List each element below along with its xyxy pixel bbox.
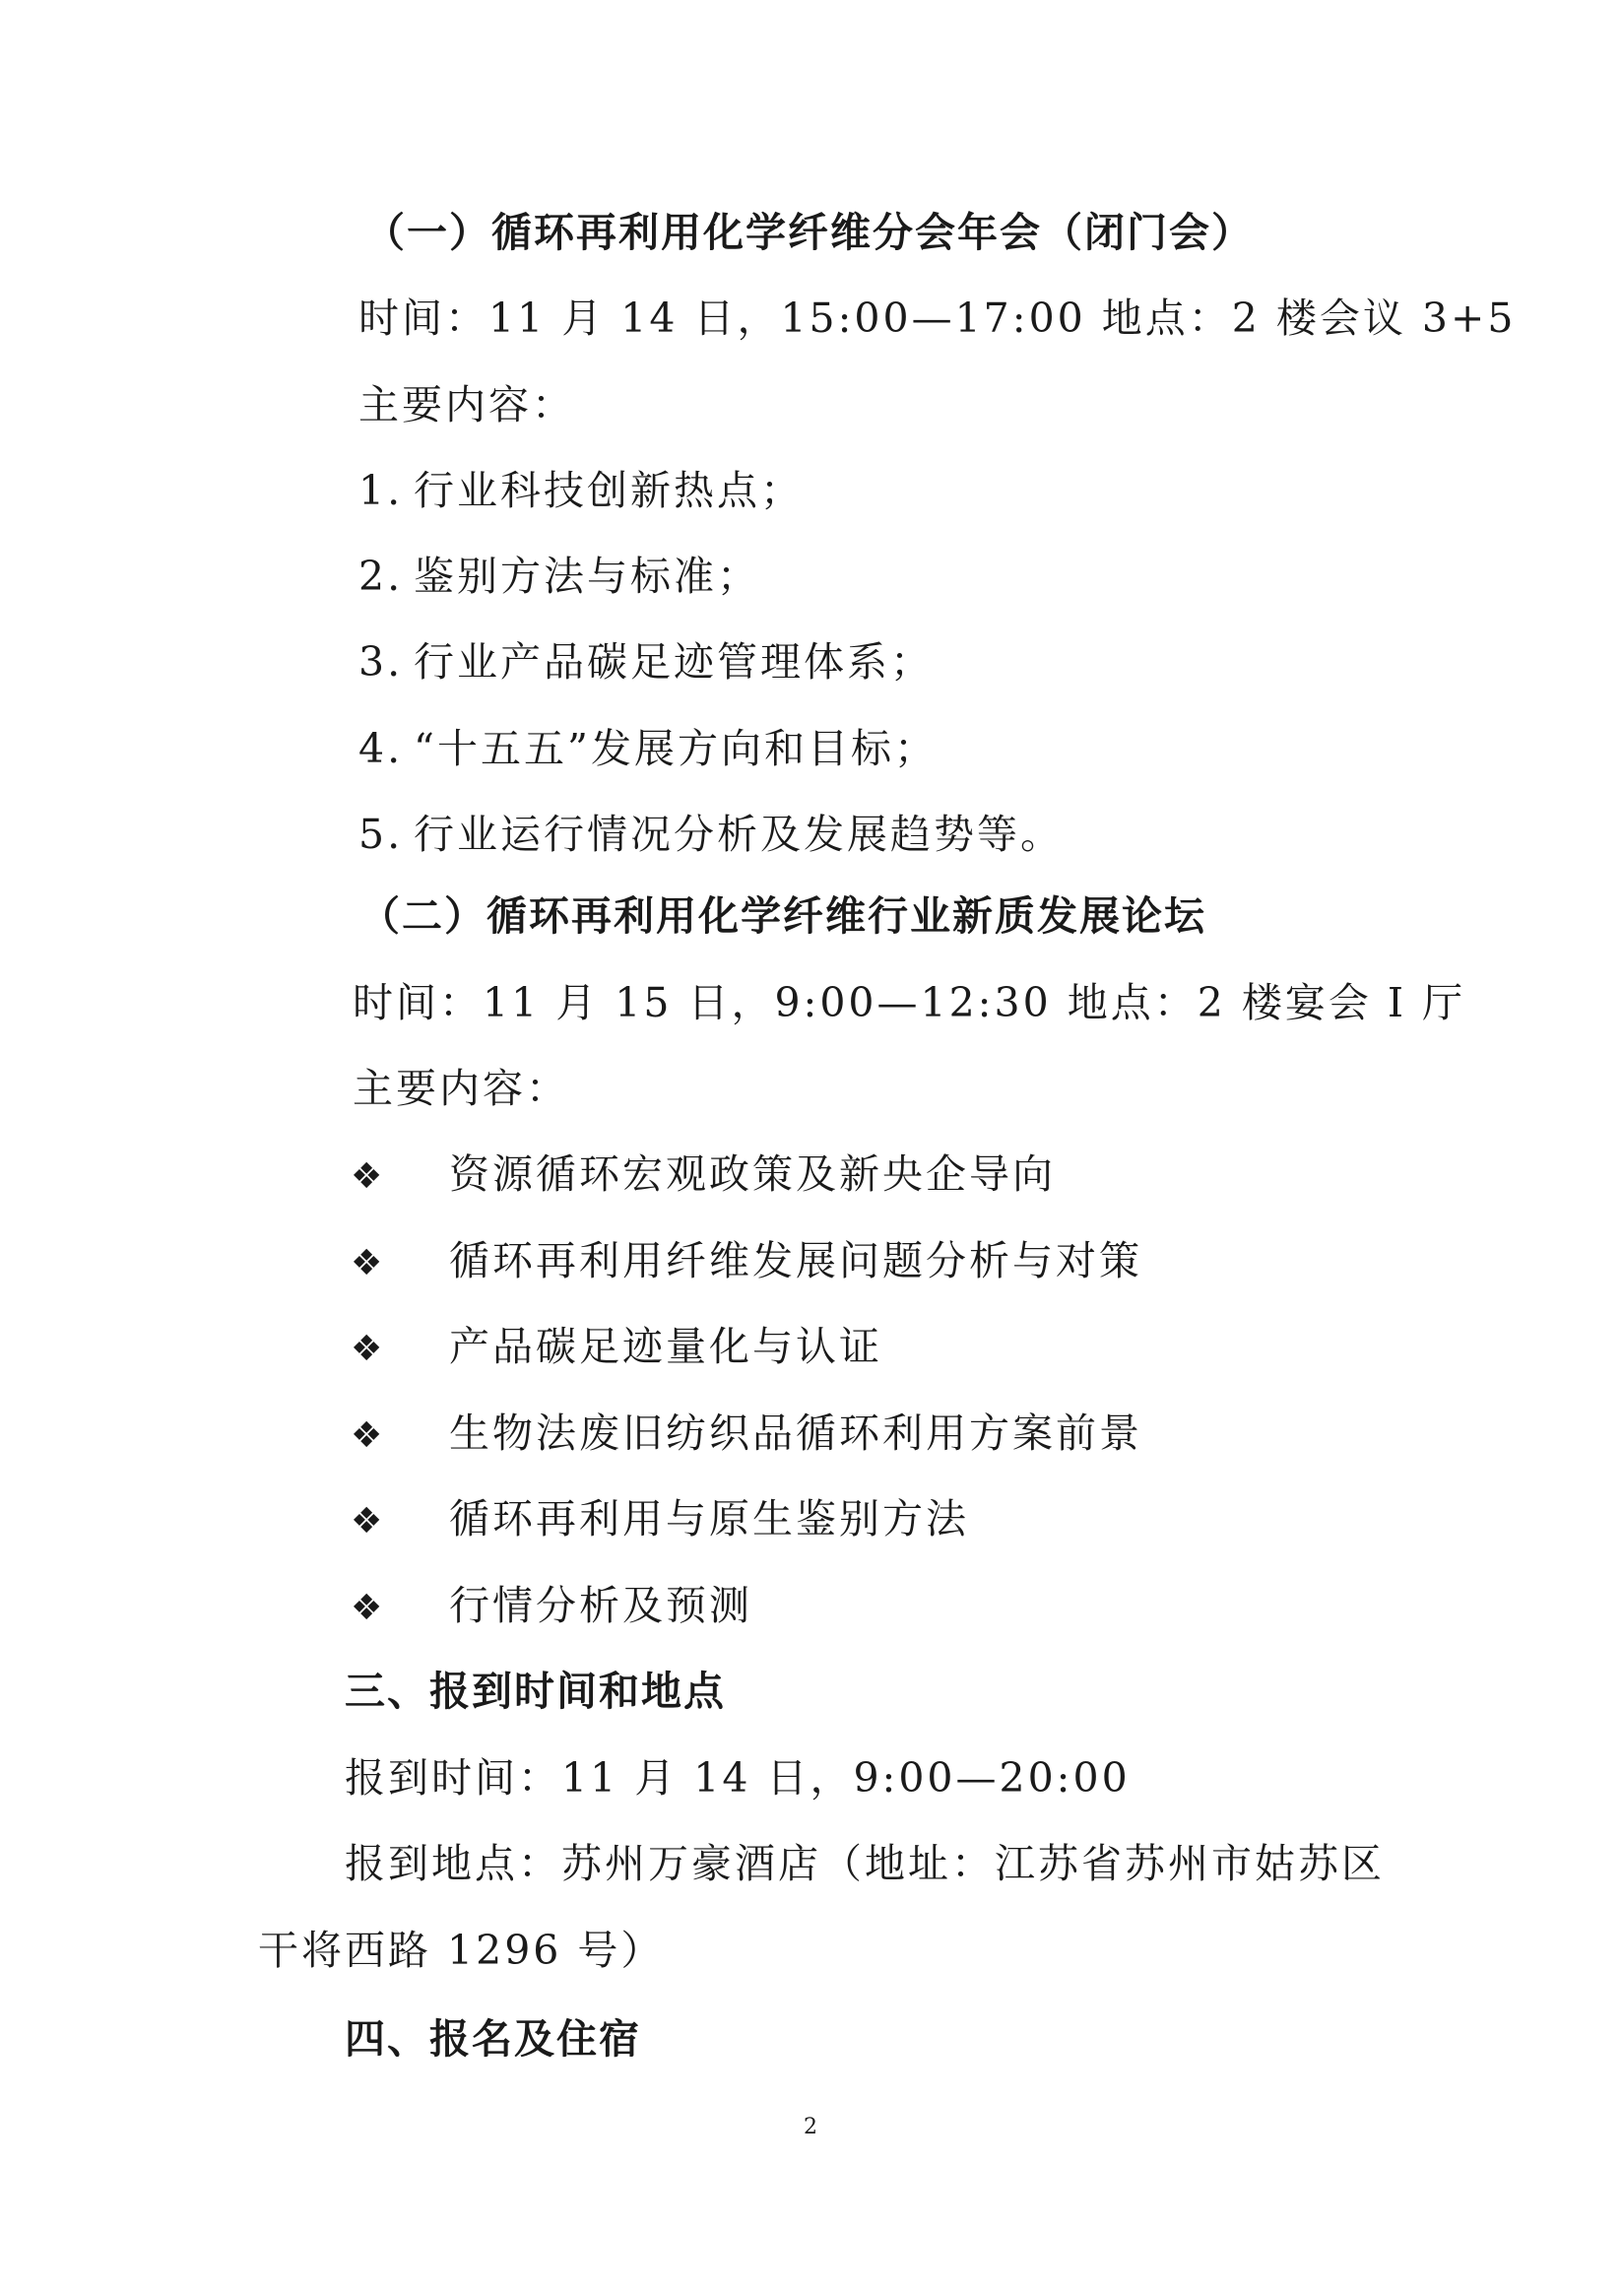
item-number: 5. [358,811,404,858]
report-place-line2: 干将西路 1296 号） [258,1927,665,1974]
section1-content-label: 主要内容： [358,381,575,428]
report-place-line1: 报到地点：苏州万豪酒店（地址：江苏省苏州市姑苏区 [345,1840,1385,1887]
section2-item-3 [351,1317,882,1379]
section2-item-4 [351,1404,1142,1466]
diamond-bullet-icon: ❖ [351,1156,386,1197]
section1-item-2 [358,547,760,606]
item-text: 行业科技创新热点； [414,467,805,514]
section2-item-1 [351,1145,1056,1207]
item-text: 资源循环宏观政策及新央企导向 [449,1150,1057,1198]
section1-item-5 [358,805,1064,864]
item-number: 3. [358,638,404,686]
section1-item-4 [358,719,938,778]
page-number: 2 [804,2115,817,2139]
section1-heading: （一）循环再利用化学纤维分会年会（闭门会） [364,209,1254,256]
section2-heading: （二）循环再利用化学纤维行业新质发展论坛 [359,892,1206,940]
item-text: “十五五”发展方向和目标； [414,725,938,772]
report-time: 报到时间：11 月 14 日，9:00—20:00 [345,1754,1131,1802]
item-text: 行情分析及预测 [449,1582,753,1629]
item-text: 行业运行情况分析及发展趋势等。 [414,811,1065,858]
section1-item-1 [358,461,804,520]
item-text: 生物法废旧纺织品循环利用方案前景 [449,1410,1143,1457]
item-text: 循环再利用与原生鉴别方法 [449,1495,970,1542]
diamond-bullet-icon: ❖ [351,1243,386,1283]
diamond-bullet-icon: ❖ [351,1588,386,1628]
section2-item-5 [351,1489,969,1551]
section1-item-3 [358,632,934,691]
diamond-bullet-icon: ❖ [351,1329,386,1369]
section4-heading: 四、报名及住宿 [345,2015,641,2063]
section3-heading: 三、报到时间和地点 [345,1668,726,1715]
diamond-bullet-icon: ❖ [351,1501,386,1542]
item-text: 行业产品碳足迹管理体系； [414,638,935,686]
section2-content-label: 主要内容： [353,1065,569,1112]
section2-time-place: 时间：11 月 15 日，9:00—12:30 地点：2 楼宴会 I 厅 [353,979,1466,1026]
item-text: 循环再利用纤维发展问题分析与对策 [449,1237,1143,1284]
diamond-bullet-icon: ❖ [351,1415,386,1456]
item-number: 1. [358,467,404,514]
item-text: 产品碳足迹量化与认证 [449,1323,883,1370]
item-number: 2. [358,553,404,600]
section1-time-place: 时间：11 月 14 日，15:00—17:00 地点：2 楼会议 3+5 [358,295,1517,342]
section2-item-6 [351,1576,752,1638]
item-text: 鉴别方法与标准； [414,553,761,600]
section2-item-2 [351,1231,1142,1293]
item-number: 4. [358,725,404,772]
